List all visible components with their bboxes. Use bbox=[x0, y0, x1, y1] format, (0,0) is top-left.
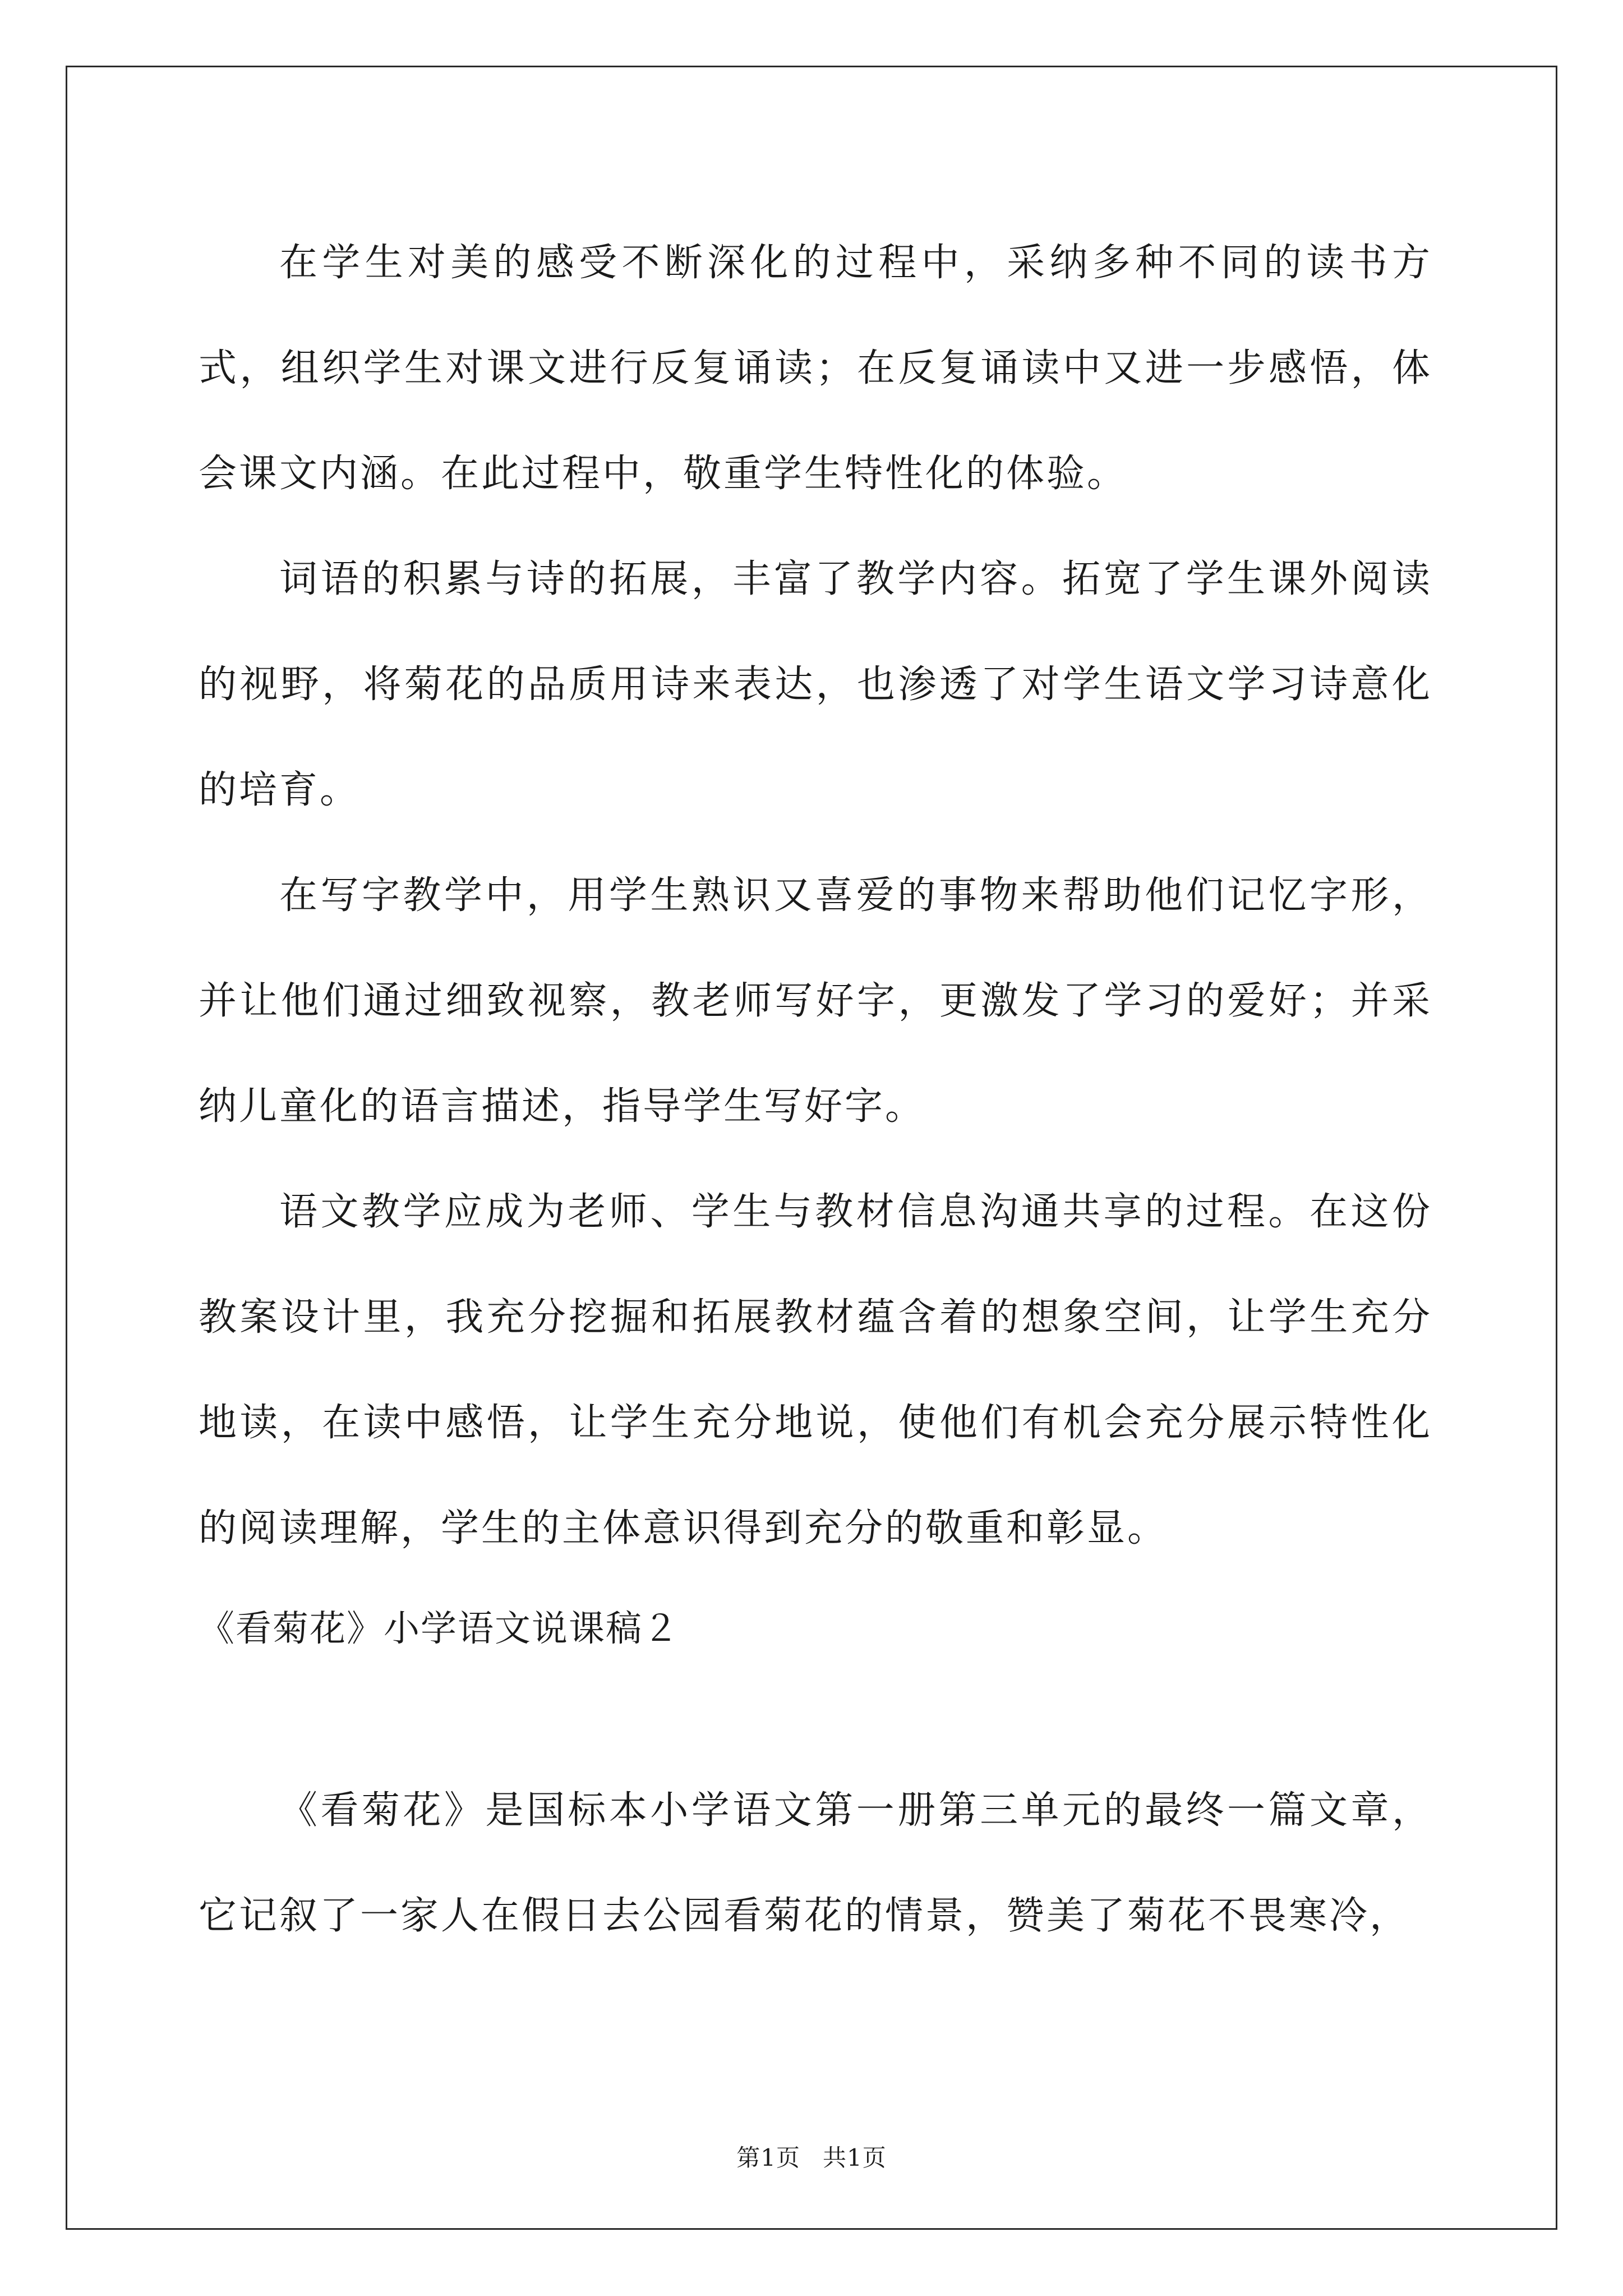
paragraph-teaching-process: 语文教学应成为老师、学生与教材信息沟通共享的过程。在这份教案设计里，我充分挖掘和拓展教材蕴含着的想象空间，让学生充分地读，在读中感悟，让学生充分地说，使他们有机会充分展示特性化的阅读理解，学生的主体意识得到充分的敬重和彰显。 bbox=[199, 1190, 1432, 1550]
paragraph-vocabulary-poetry: 词语的积累与诗的拓展，丰富了教学内容。拓宽了学生课外阅读的视野，将菊花的品质用诗来表达，也渗透了对学生语文学习诗意化的培育。 bbox=[199, 557, 1432, 812]
paragraph-writing-teaching: 在写字教学中，用学生熟识又喜爱的事物来帮助他们记忆字形，并让他们通过细致视察，教老师写好字，更激发了学习的爱好；并采纳儿童化的语言描述，指导学生写好字。 bbox=[199, 873, 1432, 1129]
page-number-current: 第1页 bbox=[736, 2144, 800, 2171]
spacer bbox=[199, 1677, 1432, 1758]
paragraph-reading-methods: 在学生对美的感受不断深化的过程中，采纳多种不同的读书方式，组织学生对课文进行反复诵读；在反复诵读中又进一步感悟，体会课文内涵。在此过程中，敬重学生特性化的体验。 bbox=[199, 241, 1432, 496]
page-footer bbox=[0, 2139, 1623, 2173]
document-body bbox=[199, 210, 1432, 1969]
section-title: 《看菊花》小学语文说课稿２ bbox=[199, 1608, 680, 1650]
paragraph-lesson-intro: 《看菊花》是国标本小学语文第一册第三单元的最终一篇文章，它记叙了一家人在假日去公园看菊花的情景，赞美了菊花不畏寒冷， bbox=[199, 1788, 1432, 1938]
page-number-total: 共1页 bbox=[823, 2144, 887, 2171]
